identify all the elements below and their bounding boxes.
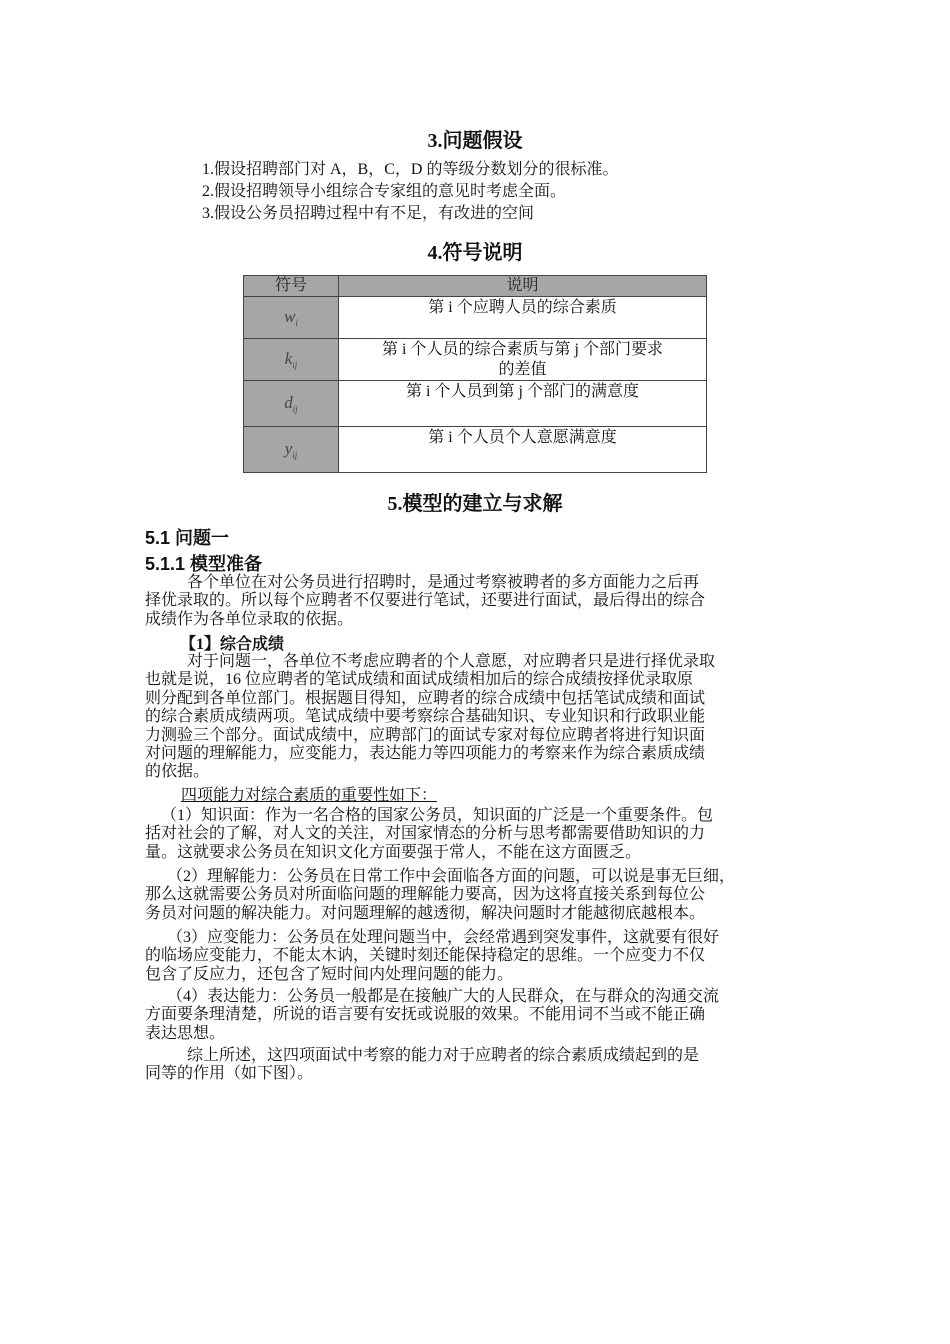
- table-row: [244, 381, 707, 427]
- paragraph-line: 量。这就要求公务员在知识文化方面要强于常人，不能在这方面匮乏。: [145, 843, 642, 861]
- symbol-subscript: ij: [292, 404, 298, 414]
- symbol-table-header: [244, 276, 707, 297]
- symbol-base: d: [284, 393, 293, 412]
- section-4-title: 4.符号说明: [427, 242, 523, 264]
- symbol-cell: [244, 427, 339, 473]
- paragraph-question-one: [145, 653, 810, 782]
- symbol-cell: [244, 297, 339, 339]
- paragraph-expression: [145, 988, 810, 1043]
- paragraph-line: 的依据。: [145, 763, 210, 781]
- paragraph-line: 的综合素质成绩两项。笔试成绩中要考察综合基础知识、专业知识和行政职业能: [145, 708, 706, 726]
- symbol-subscript: i: [295, 318, 298, 328]
- paragraph-line: 的临场应变能力，不能太木讷，关键时刻还能保持稳定的思维。一个应变力不仅: [145, 947, 706, 965]
- description-cell: [339, 381, 707, 427]
- paragraph-adaptability: [145, 929, 810, 984]
- description-text: 第 i 个应聘人员的综合素质: [428, 299, 617, 316]
- paragraph-line: 包含了反应力，还包含了短时间内处理问题的能力。: [145, 965, 514, 983]
- description-cell: [339, 427, 707, 473]
- paragraph-line: （3）应变能力：公务员在处理问题当中，会经常遇到突发事件，这就要有很好: [167, 929, 720, 946]
- paragraph-line: （4）表达能力：公务员一般都是在接触广大的人民群众，在与群众的沟通交流: [167, 988, 720, 1005]
- table-row: [244, 339, 707, 381]
- paragraph-line: 成绩作为各单位录取的依据。: [145, 610, 354, 628]
- paragraph-line: 括对社会的了解，对人文的关注，对国家情态的分析与思考都需要借助知识的力: [145, 825, 706, 843]
- paragraph-line: 则分配到各单位部门。根据题目得知，应聘者的综合成绩中包括笔试成绩和面试: [145, 689, 706, 707]
- description-text: 第 i 个人员到第 j 个部门的满意度: [406, 383, 639, 400]
- paragraph-line: 方面要条理清楚，所说的语言要有安抚或说服的效果。不能用词不当或不能正确: [145, 1006, 706, 1024]
- symbol-cell: [244, 381, 339, 427]
- assumption-3: 3.假设公务员招聘过程中有不足，有改进的空间: [202, 205, 535, 222]
- paragraph-line: （1）知识面：作为一名合格的国家公务员，知识面的广泛是一个重要条件。包: [161, 807, 714, 824]
- paragraph-line: 力测验三个部分。面试成绩中，应聘部门的面试专家对每位应聘者将进行知识面: [145, 726, 706, 744]
- description-cell: [339, 297, 707, 339]
- paragraph-line: 综上所述，这四项面试中考察的能力对于应聘者的综合素质成绩起到的是: [187, 1047, 700, 1064]
- symbol-subscript: ij: [292, 450, 298, 460]
- assumption-2: 2.假设招聘领导小组综合专家组的意见时考虑全面。: [202, 183, 567, 200]
- symbol-cell: [244, 339, 339, 381]
- assumption-1: 1.假设招聘部门对 A，B，C，D 的等级分数划分的很标准。: [202, 161, 619, 178]
- paragraph-knowledge: [145, 807, 810, 862]
- symbol-subscript: ij: [292, 360, 298, 370]
- section-5-title: 5.模型的建立与求解: [387, 493, 563, 515]
- paragraph-line: （2）理解能力：公务员在日常工作中会面临各方面的问题，可以说是事无巨细，: [167, 868, 736, 885]
- symbol-base: k: [284, 349, 293, 368]
- description-text: 的差值: [498, 361, 547, 378]
- table-row: [244, 427, 707, 473]
- table-row: [244, 297, 707, 339]
- description-cell: [339, 339, 707, 381]
- subheading-composite-score: 【1】综合成绩: [180, 636, 285, 653]
- symbol-base: w: [284, 307, 296, 326]
- paragraph-importance-intro: [145, 787, 810, 805]
- description-text: 第 i 个人员的综合素质与第 j 个部门要求: [382, 341, 663, 358]
- paragraph-line: 对于问题一，各单位不考虑应聘者的个人意愿，对应聘者只是进行择优录取: [187, 653, 716, 670]
- paragraph-line: 四项能力对综合素质的重要性如下：: [181, 787, 438, 804]
- paragraph-intro: [145, 574, 810, 629]
- paragraph-line: 同等的作用（如下图）。: [145, 1065, 314, 1083]
- paragraph-line: 务员对问题的解决能力。对问题理解的越透彻，解决问题时才能越彻底越根本。: [145, 904, 706, 922]
- header-symbol: 符号: [244, 276, 339, 297]
- header-description: 说明: [339, 276, 707, 297]
- paragraph-line: 表达思想。: [145, 1024, 226, 1042]
- paragraph-conclusion: [145, 1047, 810, 1084]
- section-5-1-1-heading: 5.1.1 模型准备: [145, 554, 263, 574]
- description-text: 第 i 个人员个人意愿满意度: [428, 429, 617, 446]
- section-3-title: 3.问题假设: [427, 130, 523, 152]
- paragraph-line: 各个单位在对公务员进行招聘时，是通过考察被聘者的多方面能力之后再: [187, 574, 700, 591]
- paragraph-line: 择优录取的。所以每个应聘者不仅要进行笔试，还要进行面试，最后得出的综合: [145, 592, 706, 610]
- paragraph-line: 对问题的理解能力，应变能力，表达能力等四项能力的考察来作为综合素质成绩: [145, 745, 706, 763]
- symbol-base: y: [284, 439, 293, 458]
- symbol-table: [243, 275, 707, 473]
- section-5-1-heading: 5.1 问题一: [145, 528, 230, 548]
- paragraph-line: 也就是说，16 位应聘者的笔试成绩和面试成绩相加后的综合成绩按择优录取原: [145, 671, 694, 689]
- paragraph-line: 那么这就需要公务员对所面临问题的理解能力要高，因为这将直接关系到每位公: [145, 886, 706, 904]
- paragraph-understanding: [145, 868, 810, 923]
